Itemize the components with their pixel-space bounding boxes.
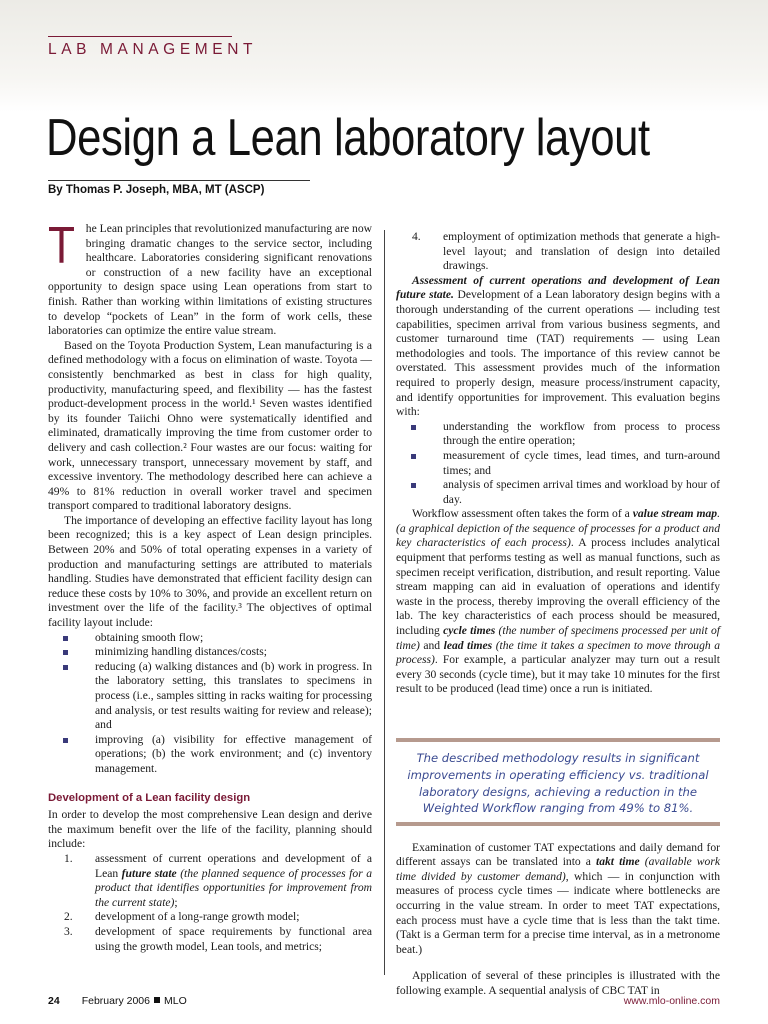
objectives-list: [48, 631, 372, 777]
paragraph: In order to develop the most comprehensive Lean design and derive the maximum benefit over the life of the facility, planning should include:: [48, 808, 372, 851]
column-left: [48, 217, 372, 954]
section-subhead: Development of a Lean facility design: [48, 791, 251, 804]
list-item: 1. assessment of current operations and development of a Lean future state (the planned sequence of processes for a product that identifies opportunities for improvement from the current state);: [64, 851, 372, 909]
list-item: improving (a) visibility for effective management of operations; (b) the work environment; and (c) inventory management.: [95, 732, 372, 775]
article-title: Design a Lean laboratory layout: [46, 109, 650, 167]
paragraph: Application of several of these principles is illustrated with the following example. A sequential analysis of CBC TAT in: [396, 968, 720, 997]
page-number: 24: [48, 995, 60, 1007]
column-right: [396, 230, 720, 697]
planning-list: [48, 852, 372, 954]
planning-list-continued: [396, 230, 720, 274]
paragraph: The importance of developing an effective facility layout has long been recognized; this is a key aspect of Lean design principles. Between 20% and 50% of total operating expenses in a variety of production and manufacturing settings are attributed to materials handling. Studies have demonstrated that efficient facility design can reduce these costs by 10% to 30%, and provide an excellent return on investment over the life of the facility.³ The objectives of optimal facility layout include:: [48, 513, 372, 630]
list-item: 3. development of space requirements by functional area using the growth model, Lean tools, and metrics;: [64, 924, 372, 953]
footer-url[interactable]: www.mlo-online.com: [623, 995, 720, 1007]
list-item: obtaining smooth flow;: [95, 631, 372, 646]
pull-quote-bar-bottom: [396, 822, 720, 826]
section-label: LAB MANAGEMENT: [48, 41, 258, 58]
list-item: reducing (a) walking distances and (b) work in progress. In the laboratory setting, this translates to specimens in process (i.e., samples sitting in racks waiting for processing and analysis, or test results waiting for review and release); and: [95, 659, 372, 732]
list-item: measurement of cycle times, lead times, and turn-around times; and: [443, 448, 720, 477]
square-bullet-icon: [154, 997, 160, 1003]
list-item: minimizing handling distances/costs;: [95, 645, 372, 660]
list-item: 2. development of a long-range growth model;: [64, 910, 300, 924]
byline: By Thomas P. Joseph, MBA, MT (ASCP): [48, 184, 265, 196]
byline-rule: [48, 180, 310, 181]
section-rule: [48, 36, 232, 37]
intro-paragraph: The Lean principles that revolutionized manufacturing are now bringing dramatic changes to the service sector, including healthcare. Laboratories considering significant renovations or construction of a new facility have an exceptional opportunity to design space using Lean operations from start to finish. Rather than working within limitations of existing structures to develop “pockets of Lean” in the form of work cells, these laboratories can optimize the entire value stream.: [48, 217, 372, 338]
evaluation-list: [396, 420, 720, 508]
list-item: 4. employment of optimization methods that generate a high-level layout; and translation of design into detailed drawings.: [412, 230, 720, 273]
paragraph: Assessment of current operations and development of Lean future state. Development of a Lean laboratory design begins with a thorough understanding of the current operations — including test capabilities, specimen arrival from various business segments, and customer turnaround time (TAT) requirements — using Lean methodologies and tools. The importance of this review cannot be overstated. This assessment provides much of the information required to properly design, measure process/instrument capacity, and identify opportunities for improvement. This evaluation begins with:: [396, 273, 720, 419]
column-divider: [384, 230, 385, 975]
list-item: analysis of specimen arrival times and workload by hour of day.: [443, 478, 720, 506]
pull-quote-text: The described methodology results in significant improvements in operating efficiency vs. traditional laboratory designs, achieving a reduction in the Weighted Workflow ranging from 49% to 81%.: [407, 751, 709, 816]
issue-date: February 2006: [81, 995, 150, 1007]
paragraph: Examination of customer TAT expectations and daily demand for different assays can be translated into a takt time (available work time divided by customer demand), which — in conjunction with measures of process cycle times — indicate where bottlenecks are occurring in the value stream. In order to meet TAT expectations, each process must have a cycle time that is less than the takt time. (Takt is a German term for a precise time interval, as in a metronome beat.): [396, 840, 720, 956]
list-item: understanding the workflow from process to process through the entire operation;: [443, 419, 720, 448]
drop-cap: T: [48, 217, 76, 275]
pull-quote: [396, 738, 720, 826]
paragraph: Based on the Toyota Production System, Lean manufacturing is a defined methodology with a focus on elimination of waste. Toyota — consistently benchmarked as best in class for high quality, productivity, manufacturing speed, and flexibility — has the fastest product-development process in the world.¹ Seven wastes identified by its founder Taiichi Ohno were systematically identified and eliminated, dramatically improving the time from customer order to delivery and cash collection.² Four wastes are our focus: waiting for work, unnecessary transport, unnecessary movement by staff, and excessive inventory. The methodology described here can achieve a 49% to 81% reduction in overall worker travel and specimen transport compared to traditional laboratory designs.: [48, 338, 372, 513]
footer-left: [48, 995, 187, 1007]
column-right-lower: [396, 829, 720, 1010]
magazine-name: MLO: [163, 995, 187, 1007]
paragraph: Workflow assessment often takes the form of a value stream map. (a graphical depiction of the sequence of processes for a product and key characteristics of each process). A process includes analytical equipment that performs testing as well as manual functions, such as specimen receipt verification, distribution, and result reporting. Value stream mapping can aid in evaluation of operations and identify waste in the process, thereby improving the overall efficiency of the lab. The key characteristics of each process should be measured, including cycle times (the number of specimens processed per unit of time) and lead times (the time it takes a specimen to move through a process). For example, a particular analyzer may turn out a result every 30 seconds (cycle time), but it may take 10 minutes for the first result to be produced (lead time) once a run is initiated.: [396, 507, 721, 696]
